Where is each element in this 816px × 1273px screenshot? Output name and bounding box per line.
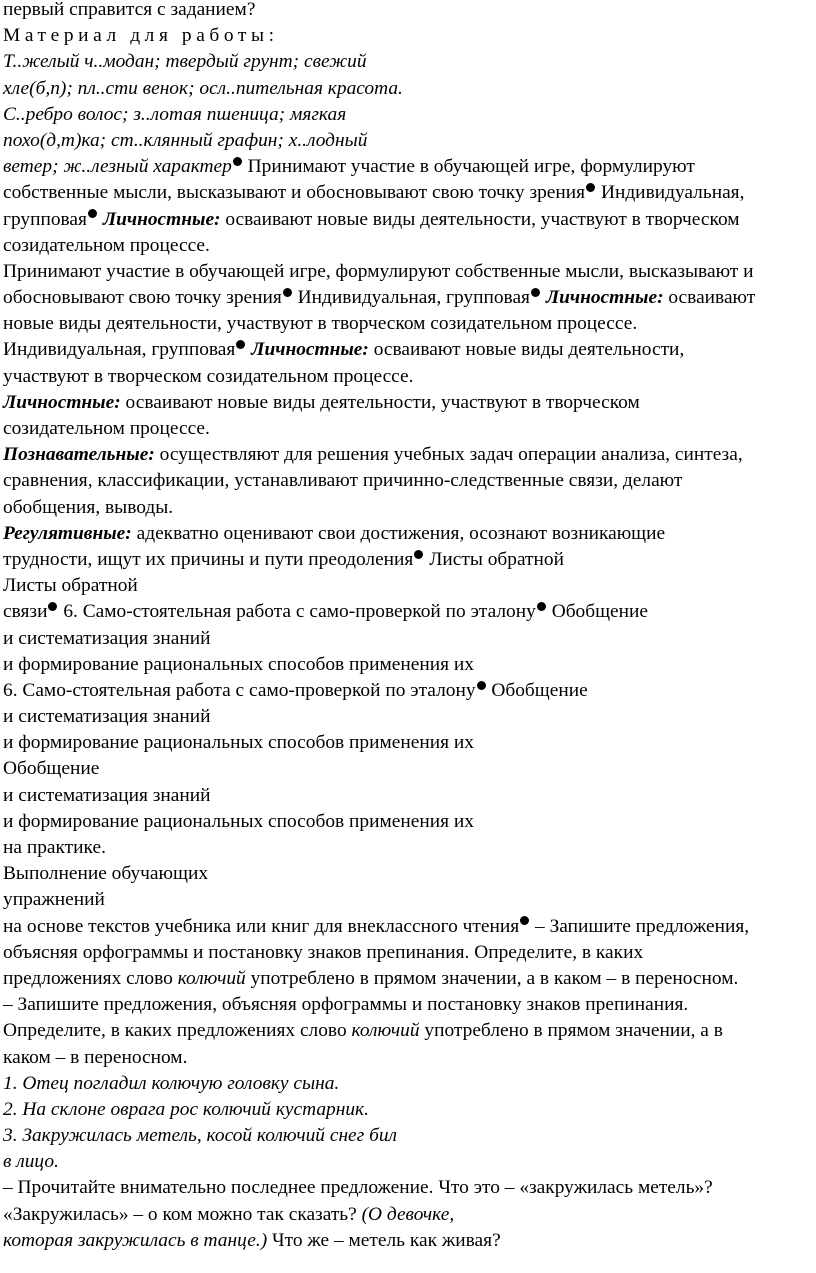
text-fragment: объясняя орфограммы и постановку знаков препинания. Определите, в каких: [3, 941, 644, 963]
text-line: [3, 1018, 813, 1044]
text-line: [3, 128, 813, 154]
bullet-icon: [520, 916, 529, 925]
text-fragment: первый справится с заданием?: [3, 0, 256, 20]
text-line: [3, 1202, 813, 1228]
text-line: [3, 495, 813, 521]
text-fragment: и формирование рациональных способов применения их: [3, 810, 474, 832]
bullet-icon: [88, 209, 97, 218]
text-line: [3, 337, 813, 363]
text-line: [3, 233, 813, 259]
text-fragment: «Закружилась» – о ком можно так сказать?: [3, 1203, 362, 1225]
text-line: [3, 154, 813, 180]
text-fragment: Что же – метель как живая?: [267, 1229, 501, 1251]
text-line: [3, 416, 813, 442]
text-fragment: похо(д,т)ка; ст..клянный графин; х..лодный: [3, 129, 368, 151]
bullet-icon: [48, 602, 57, 611]
text-fragment: упражнений: [3, 889, 105, 911]
text-line: [3, 468, 813, 494]
text-line: [3, 966, 813, 992]
text-line: [3, 652, 813, 678]
text-fragment: каком – в переносном.: [3, 1046, 188, 1068]
text-fragment: употреблено в прямом значении, а в каком – в переносном.: [245, 967, 739, 989]
bullet-icon: [477, 681, 486, 690]
text-fragment: 3. Закружилась метель, косой колючий снег бил: [3, 1125, 397, 1147]
text-fragment: на практике.: [3, 837, 106, 858]
text-fragment: созидательном процессе.: [3, 418, 210, 439]
text-fragment: обобщения, выводы.: [3, 496, 174, 518]
text-line: [3, 390, 813, 416]
text-line: [3, 809, 813, 835]
text-line: [3, 756, 813, 782]
text-fragment: осваивают: [663, 287, 756, 309]
text-line: [3, 678, 813, 704]
text-fragment: ветер; ж..лезный характер: [3, 156, 232, 178]
document-page: [3, 0, 813, 1254]
term-label: Регулятивные:: [3, 522, 132, 544]
text-fragment: и систематизация знаний: [3, 627, 211, 649]
text-line: [3, 599, 813, 625]
text-line: [3, 1175, 813, 1201]
text-fragment: – Прочитайте внимательно последнее предложение. Что это – «закружилась метель»?: [3, 1177, 713, 1199]
text-line: [3, 835, 813, 861]
text-fragment: предложениях слово: [3, 967, 178, 989]
text-fragment: Обобщение: [486, 679, 588, 701]
text-fragment: на основе текстов учебника или книг для внеклассного чтения: [3, 915, 520, 937]
term-label: Личностные:: [3, 391, 121, 413]
text-fragment: обосновывают свою точку зрения: [3, 287, 282, 309]
text-fragment: и формирование рациональных способов применения их: [3, 653, 474, 675]
text-line: [3, 1045, 813, 1071]
text-fragment: и формирование рациональных способов применения их: [3, 732, 474, 754]
text-fragment: 1. Отец погладил колючую головку сына.: [3, 1072, 340, 1094]
bullet-icon: [233, 157, 242, 166]
text-line: [3, 730, 813, 756]
text-fragment: осваивают новые виды деятельности, участвуют в творческом: [120, 391, 640, 413]
emphasis-word: колючий: [351, 1020, 420, 1042]
text-fragment: Принимают участие в обучающей игре, формулируют: [242, 156, 695, 178]
text-fragment: – Запишите предложения, объясняя орфограммы и постановку знаков препинания.: [3, 994, 689, 1016]
text-line: [3, 940, 813, 966]
bullet-icon: [283, 288, 292, 297]
text-fragment: связи: [3, 601, 48, 623]
example-sentence: [3, 1149, 813, 1175]
text-line: [3, 207, 813, 233]
text-fragment: собственные мысли, высказывают и обосновывают свою точку зрения: [3, 182, 586, 204]
text-line: [3, 783, 813, 809]
text-fragment: Индивидуальная,: [596, 182, 745, 204]
text-fragment: и систематизация знаний: [3, 784, 211, 806]
emphasis-answer: (О девочке,: [361, 1203, 455, 1225]
term-label: Личностные:: [97, 208, 221, 230]
text-fragment: сравнения, классификации, устанавливают причинно-следственные связи, делают: [3, 470, 683, 492]
text-fragment: трудности, ищут их причины и пути преодоления: [3, 548, 414, 570]
bullet-icon: [586, 183, 595, 192]
text-line: [3, 887, 813, 913]
text-fragment: 2. На склоне оврага рос колючий кустарник.: [3, 1098, 369, 1120]
text-fragment: Индивидуальная, групповая: [3, 339, 236, 361]
text-line: [3, 992, 813, 1018]
text-fragment: новые виды деятельности, участвуют в творческом созидательном процессе.: [3, 313, 638, 335]
text-fragment: 6. Само-стоятельная работа с само-проверкой по эталону: [58, 601, 536, 623]
text-fragment: участвуют в творческом созидательном процессе.: [3, 365, 414, 387]
text-line: [3, 364, 813, 390]
text-line: [3, 861, 813, 887]
text-fragment: осваивают новые виды деятельности, участвуют в творческом: [220, 208, 740, 230]
text-line: [3, 0, 813, 23]
term-label: Личностные:: [540, 287, 664, 309]
text-line: [3, 626, 813, 652]
text-fragment: Листы обратной: [424, 548, 564, 570]
text-fragment: хле(б,п); пл..сти венок; осл..пительная красота.: [3, 77, 403, 99]
text-line: [3, 76, 813, 102]
bullet-icon: [414, 550, 423, 559]
text-line: [3, 547, 813, 573]
text-fragment: Индивидуальная, групповая: [292, 287, 530, 309]
text-line: [3, 1228, 813, 1254]
example-sentence: [3, 1071, 813, 1097]
text-fragment: адекватно оценивают свои достижения, осознают возникающие: [131, 522, 666, 544]
text-fragment: Т..желый ч..модан; твердый грунт; свежий: [3, 51, 367, 73]
example-sentence: [3, 1097, 813, 1123]
text-fragment: С..ребро волос; з..лотая пшеница; мягкая: [3, 103, 347, 125]
text-fragment: Определите, в каких предложениях слово: [3, 1020, 352, 1042]
term-label: Личностные:: [246, 339, 369, 361]
text-fragment: осуществляют для решения учебных задач операции анализа, синтеза,: [154, 444, 743, 466]
section-heading: [3, 23, 813, 49]
text-line: [3, 180, 813, 206]
text-fragment: – Запишите предложения,: [530, 915, 750, 937]
bullet-icon: [531, 288, 540, 297]
text-line: [3, 521, 813, 547]
heading-text: Материал для работы:: [3, 25, 279, 47]
text-fragment: групповая: [3, 208, 87, 230]
bullet-icon: [236, 340, 245, 349]
text-line: [3, 102, 813, 128]
text-fragment: созидательном процессе.: [3, 234, 210, 256]
emphasis-word: колючий: [177, 967, 246, 989]
text-line: [3, 259, 813, 285]
text-fragment: осваивают новые виды деятельности,: [368, 339, 685, 361]
text-fragment: Обобщение: [3, 758, 100, 780]
text-fragment: Выполнение обучающих: [3, 863, 209, 885]
emphasis-answer: которая закружилась в танце.): [3, 1229, 268, 1251]
term-label: Познавательные:: [3, 444, 155, 466]
bullet-icon: [537, 602, 546, 611]
text-fragment: Принимают участие в обучающей игре, формулируют собственные мысли, высказывают и: [3, 260, 754, 282]
text-line: [3, 704, 813, 730]
text-line: [3, 442, 813, 468]
example-sentence: [3, 1123, 813, 1149]
text-fragment: и систематизация знаний: [3, 706, 211, 728]
text-line: [3, 49, 813, 75]
text-line: [3, 285, 813, 311]
text-line: [3, 914, 813, 940]
text-fragment: 6. Само-стоятельная работа с само-проверкой по эталону: [3, 679, 476, 701]
text-fragment: Листы обратной: [3, 575, 138, 597]
text-fragment: Обобщение: [546, 601, 649, 623]
text-fragment: в лицо.: [3, 1151, 59, 1173]
text-line: [3, 573, 813, 599]
text-line: [3, 311, 813, 337]
text-fragment: употреблено в прямом значении, а в: [419, 1020, 723, 1042]
